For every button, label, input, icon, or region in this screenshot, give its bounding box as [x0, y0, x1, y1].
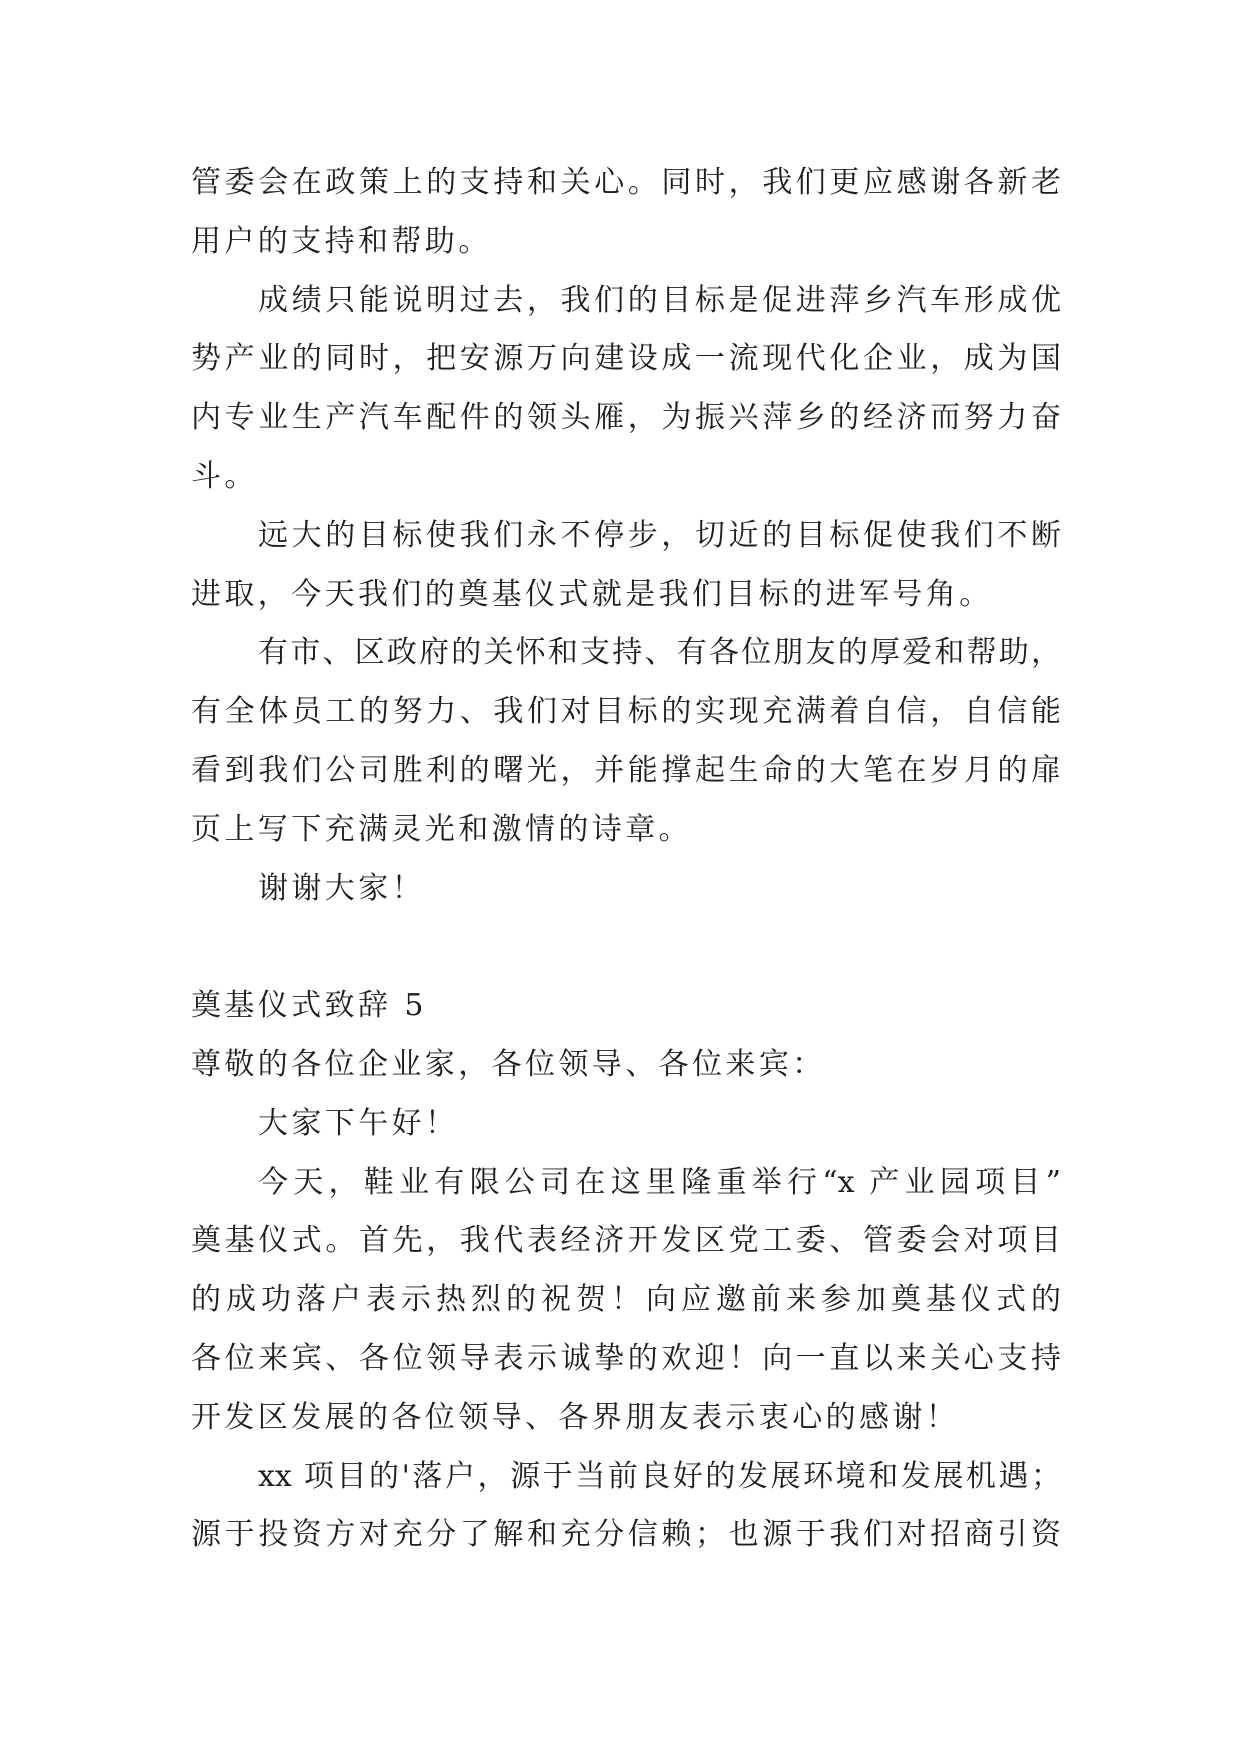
text-line: 尊敬的各位企业家，各位领导、各位来宾：: [191, 1046, 826, 1082]
text-line: 用户的支持和帮助。: [191, 223, 492, 259]
paragraph: [191, 1095, 1061, 1154]
paragraph: [191, 1154, 1061, 1448]
section-title: 奠基仪式致辞 5: [191, 988, 427, 1024]
text-line: 内专业生产汽车配件的领头雁，为振兴萍乡的经济而努力奋: [191, 400, 1061, 436]
text-line: 的成功落户表示热烈的祝贺！向应邀前来参加奠基仪式的: [191, 1282, 1061, 1318]
paragraph: [191, 507, 1061, 625]
text-line: 势产业的同时，把安源万向建设成一流现代化企业，成为国: [191, 341, 1061, 377]
text-line: 有市、区政府的关怀和支持、有各位朋友的厚爱和帮助，: [258, 635, 1061, 671]
text-line: 页上写下充满灵光和激情的诗章。: [191, 811, 692, 847]
text-line: 管委会在政策上的支持和关心。同时，我们更应感谢各新老: [191, 165, 1061, 200]
paragraph: [191, 154, 1061, 272]
paragraph: [191, 272, 1061, 507]
text-line: 今天，鞋业有限公司在这里隆重举行“x 产业园项目”: [258, 1164, 1061, 1200]
document-body: [191, 154, 1061, 1565]
text-line: 谢谢大家！: [258, 870, 425, 906]
text-line: 成绩只能说明过去，我们的目标是促进萍乡汽车形成优: [258, 282, 1061, 318]
text-line: xx 项目的'落户，源于当前良好的发展环境和发展机遇；: [258, 1458, 1061, 1494]
paragraph: [191, 1448, 1061, 1566]
text-line: 斗。: [191, 458, 258, 494]
paragraph: [191, 860, 1061, 919]
text-line: 奠基仪式。首先，我代表经济开发区党工委、管委会对项目: [191, 1223, 1061, 1259]
text-line: 进取，今天我们的奠基仪式就是我们目标的进军号角。: [191, 576, 993, 612]
text-line: 远大的目标使我们永不停步，切近的目标促使我们不断: [258, 517, 1061, 553]
text-line: 源于投资方对充分了解和充分信赖；也源于我们对招商引资: [191, 1517, 1061, 1553]
paragraph: [191, 1036, 1061, 1095]
text-line: 看到我们公司胜利的曙光，并能撑起生命的大笔在岁月的扉: [191, 752, 1061, 788]
text-line: 各位来宾、各位领导表示诚挚的欢迎！向一直以来关心支持: [191, 1340, 1061, 1376]
text-line: 有全体员工的努力、我们对目标的实现充满着自信，自信能: [191, 694, 1061, 730]
text-line: 大家下午好！: [258, 1105, 459, 1141]
blank-line: [191, 918, 1061, 977]
paragraph: [191, 624, 1061, 859]
text-line: 开发区发展的各位领导、各界朋友表示衷心的感谢！: [191, 1399, 960, 1435]
